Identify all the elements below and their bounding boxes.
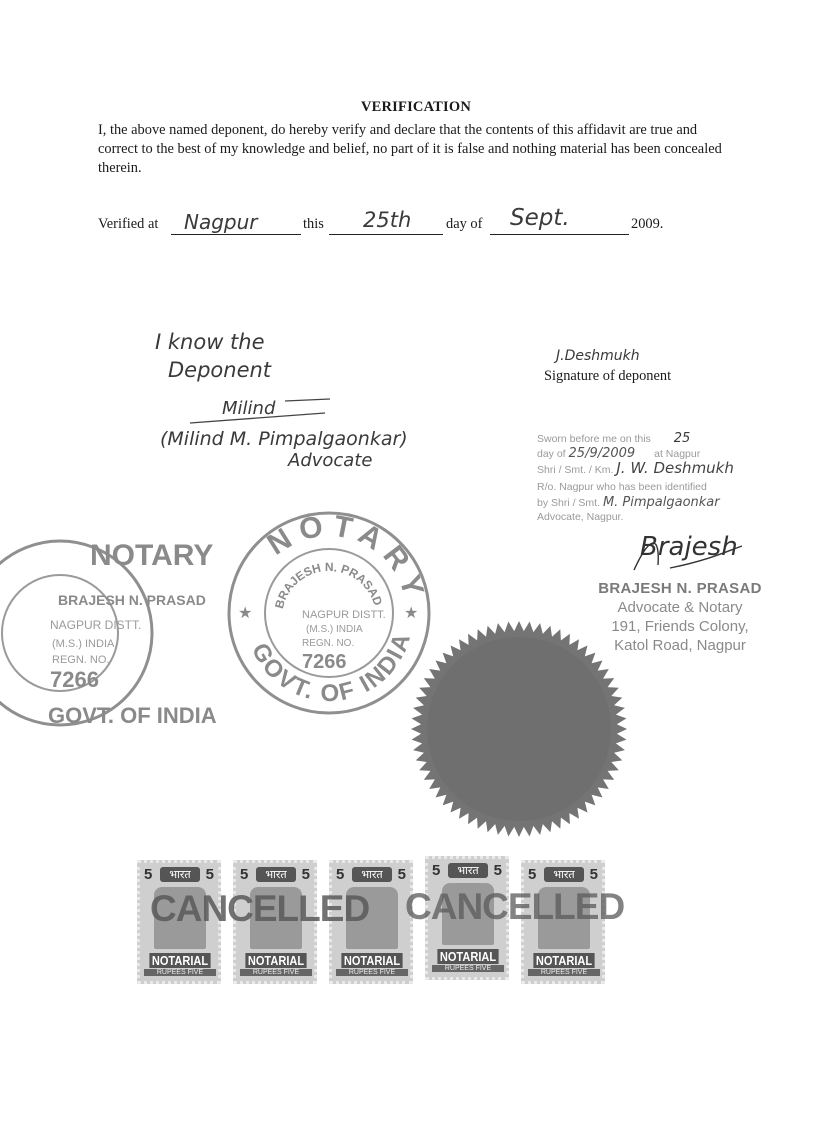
seal-left-regn-label: REGN. NO.	[52, 654, 110, 666]
stamp-type: NOTARIAL	[149, 953, 210, 968]
seal-left-regn-no: 7266	[50, 667, 99, 692]
stamp-country: भारत	[352, 867, 392, 882]
seal-center-district: NAGPUR DISTT.	[302, 609, 386, 621]
seal-star-left: ★	[238, 605, 253, 622]
page-title: VERIFICATION	[360, 99, 472, 115]
attestation-deponent-name: J. W. Deshmukh	[616, 459, 734, 477]
stamp-denomination-left: 5	[336, 866, 345, 883]
year-text: 2009.	[631, 216, 664, 232]
notary-address1: 191, Friends Colony,	[611, 618, 749, 635]
attestation-line1: Sworn before me on this 25	[537, 431, 691, 446]
attestation-day: 25	[673, 431, 691, 446]
place-blank	[171, 234, 301, 235]
verification-paragraph: I, the above named deponent, do hereby verify and declare that the contents of this affidavit are true and correct to the best of my knowledge and belief, no part of it is false and nothing material has been concealed therein.	[98, 122, 722, 176]
stamp-denomination-left: 5	[144, 866, 153, 883]
stamp-denomination-right: 5	[589, 866, 598, 883]
stamp-denomination-left: 5	[240, 866, 249, 883]
advocate-name-handwritten: (Milind M. Pimpalgaonkar)	[160, 428, 408, 450]
attestation-identifier: M. Pimpalgaonkar	[602, 495, 720, 510]
stamp-country: भारत	[256, 867, 296, 882]
attestation-line2: day of 25/9/2009 at Nagpur	[537, 446, 701, 461]
stamp-denomination-left: 5	[432, 862, 441, 879]
notary-signature-flourish	[630, 530, 750, 575]
stamp-value-text: RUPEES FIVE	[432, 965, 504, 972]
attestation-line6: Advocate, Nagpur.	[537, 511, 624, 523]
month-blank	[490, 234, 629, 235]
stamp-country: भारत	[160, 867, 200, 882]
advocate-title-handwritten: Advocate	[288, 450, 373, 471]
notary-name: BRAJESH N. PRASAD	[598, 580, 762, 597]
cancelled-stamp-2: CANCELLED	[405, 886, 625, 927]
advocate-note-line1: I know the	[155, 330, 265, 354]
day-of-label: day of	[446, 216, 483, 232]
seal-center-top-word: NOTARY	[261, 508, 432, 608]
verified-at-label: Verified at	[98, 216, 159, 232]
attestation-line3: Shri / Smt. / Km. J. W. Deshmukh	[537, 459, 734, 477]
stamp-country: भारत	[448, 863, 488, 878]
stamp-type: NOTARIAL	[533, 953, 594, 968]
seal-center-state: (M.S.) INDIA	[306, 624, 363, 635]
seal-left-district: NAGPUR DISTT.	[50, 618, 142, 632]
this-label: this	[303, 216, 324, 232]
advocate-note-line2: Deponent	[168, 358, 272, 382]
stamp-denomination-right: 5	[397, 866, 406, 883]
signature-of-deponent-label: Signature of deponent	[544, 368, 672, 384]
embossed-seal	[406, 616, 632, 847]
stamp-country: भारत	[544, 867, 584, 882]
seal-center-bottom-word: GOVT. OF INDIA	[245, 628, 417, 708]
day-blank	[329, 234, 443, 235]
stamp-denomination-left: 5	[528, 866, 537, 883]
seal-left-inner-name: BRAJESH N. PRASAD	[58, 592, 206, 608]
svg-text:BRAJESH N. PRASAD	[272, 560, 385, 610]
stamp-value-text: RUPEES FIVE	[144, 969, 216, 976]
stamp-denomination-right: 5	[301, 866, 310, 883]
seal-left-state: (M.S.) INDIA	[52, 638, 115, 650]
month-handwritten: Sept.	[510, 205, 570, 231]
seal-star-right: ★	[404, 605, 419, 622]
deponent-signature: J.Deshmukh	[556, 348, 640, 364]
day-handwritten: 25th	[363, 208, 412, 232]
stamp-value-text: RUPEES FIVE	[528, 969, 600, 976]
advocate-signature: Milind	[222, 398, 276, 419]
notary-seal-center	[224, 508, 434, 723]
seal-left-bottom-word: GOVT. OF INDIA	[48, 703, 217, 728]
notary-signature: Brajesh	[640, 532, 738, 562]
seal-left-top-word: NOTARY	[90, 539, 214, 572]
cancelled-stamp-1: CANCELLED	[150, 888, 370, 929]
attestation-line4: R/o. Nagpur who has been identified	[537, 481, 707, 493]
notary-seal-left	[0, 533, 217, 738]
stamp-type: NOTARIAL	[245, 953, 306, 968]
seal-center-regn-no: 7266	[302, 651, 347, 673]
stamp-type: NOTARIAL	[341, 953, 402, 968]
stamp-type: NOTARIAL	[437, 949, 498, 964]
notary-address2: Katol Road, Nagpur	[614, 637, 746, 654]
seal-center-regn-label: REGN. NO.	[302, 638, 355, 649]
advocate-signature-flourish	[185, 395, 335, 430]
seal-center-inner-name: BRAJESH N. PRASAD	[272, 559, 386, 611]
stamp-value-text: RUPEES FIVE	[240, 969, 312, 976]
stamp-denomination-right: 5	[493, 862, 502, 879]
place-handwritten: Nagpur	[184, 210, 258, 234]
stamp-denomination-right: 5	[205, 866, 214, 883]
stamp-value-text: RUPEES FIVE	[336, 969, 408, 976]
attestation-date: 25/9/2009	[568, 446, 636, 461]
notary-title: Advocate & Notary	[617, 599, 743, 616]
attestation-line5: by Shri / Smt. M. Pimpalgaonkar	[537, 495, 720, 510]
